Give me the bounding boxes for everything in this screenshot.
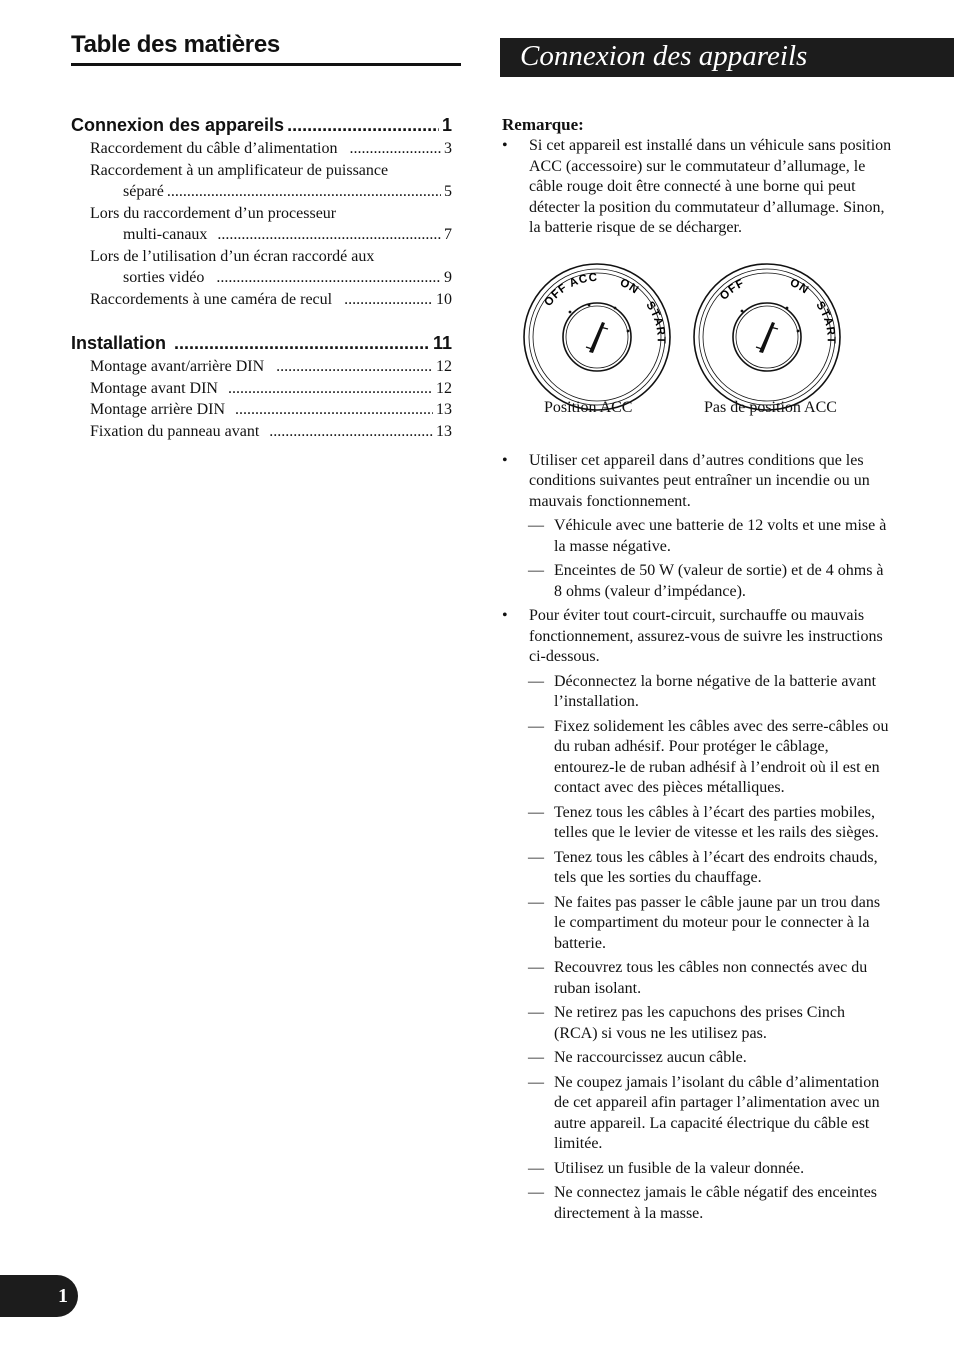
toc-leader-dots	[344, 289, 433, 311]
toc-section-installation[interactable]	[71, 330, 452, 356]
dash-mark: —	[528, 562, 544, 579]
toc-entry-page: 10	[436, 290, 452, 308]
toc-entry-page: 5	[444, 183, 452, 200]
ignition-switch-acc	[524, 264, 670, 410]
toc-entry-page: 12	[436, 379, 452, 397]
dash-mark: —	[528, 893, 544, 911]
dash-item	[502, 1159, 892, 1180]
dash-item	[502, 672, 892, 713]
section-banner: Connexion des appareils	[500, 38, 954, 77]
toc-entry-title: Montage avant DIN	[90, 379, 218, 397]
bullet-mark: •	[502, 451, 508, 469]
dash-mark: —	[528, 1073, 544, 1091]
label-off: OFF	[542, 281, 570, 309]
svg-text:OFF	[718, 277, 747, 302]
toc-entry[interactable]	[71, 378, 452, 400]
toc-entry-title: Lors du raccordement d’un processeur	[90, 204, 337, 222]
dash-mark: —	[528, 672, 544, 690]
toc-entry-title: Raccordements à une caméra de recul	[90, 290, 333, 308]
bullet-text: Utiliser cet appareil dans d’autres conditions que les conditions suivantes peut entraîner un incendie ou un mauvais fonctionnement.	[529, 451, 870, 510]
toc-leader-dots	[167, 181, 441, 203]
toc-entry-title-cont: séparé	[123, 183, 164, 200]
label-start: START	[813, 299, 837, 345]
dash-mark: —	[528, 1049, 544, 1066]
dash-text: Tenez tous les câbles à l’écart des endroits chauds, tels que les sorties du chauffage.	[554, 848, 878, 886]
toc-section-title: Installation	[71, 333, 167, 353]
toc-heading: Table des matières	[71, 30, 461, 66]
toc-section-page: 11	[432, 333, 452, 353]
toc-entry-title-cont: sorties vidéo	[123, 269, 205, 286]
label-on: ON	[617, 276, 642, 297]
dash-text: Véhicule avec une batterie de 12 volts et une mise à la masse négative.	[554, 517, 887, 555]
dash-item	[502, 516, 892, 557]
toc-entry-page: 9	[444, 269, 452, 286]
svg-text:ONSTART	[618, 276, 667, 344]
ignition-switch-figure	[502, 239, 892, 451]
bullet-item	[502, 136, 892, 239]
dash-mark: —	[528, 717, 544, 735]
dash-text: Tenez tous les câbles à l’écart des parties mobiles, telles que le levier de vitesse et les rails des sièges.	[554, 803, 879, 841]
dash-text: Utilisez un fusible de la valeur donnée.	[554, 1159, 805, 1177]
remark-title: Remarque:	[502, 115, 584, 134]
toc-entry-page: 13	[436, 401, 452, 418]
label-on: ON	[787, 276, 812, 297]
dash-text: Ne retirez pas les capuchons des prises Cinch (RCA) si vous ne les utilisez pas.	[554, 1004, 846, 1042]
toc-section-title: Connexion des appareils	[71, 115, 285, 135]
dash-text: Ne coupez jamais l’isolant du câble d’alimentation de cet appareil afin partager l’alimentation avec un autre appareil. La capacité électrique du câble est limitée.	[554, 1073, 880, 1152]
dash-text: Enceintes de 50 W (valeur de sortie) et de 4 ohms à 8 ohms (valeur d’impédance).	[554, 562, 884, 600]
dash-mark: —	[528, 1004, 544, 1021]
toc-leader-dots	[287, 112, 439, 138]
bullet-item	[502, 606, 892, 668]
label-acc: ACC	[567, 271, 599, 290]
dash-text: Recouvrez tous les câbles non connectés avec du ruban isolant.	[554, 959, 868, 997]
toc-entry-title: Lors de l’utilisation d’un écran raccordé aux	[90, 247, 375, 265]
toc-entry-title: Montage arrière DIN	[90, 401, 226, 418]
toc-leader-dots	[174, 330, 430, 356]
label-off: OFF	[717, 276, 747, 303]
svg-text:ONSTART	[788, 276, 837, 344]
toc-entry-title: Montage avant/arrière DIN	[90, 358, 265, 375]
table-of-contents	[71, 112, 452, 442]
dash-item	[502, 1003, 892, 1044]
dash-text: Fixez solidement les câbles avec des serre-câbles ou du ruban adhésif. Pour protéger le câblage, entourez-le de ruban adhésif à l’endroit où il est en contact avec des pièces métalliques.	[554, 717, 889, 796]
toc-entry-title-cont: multi-canaux	[123, 226, 208, 243]
ignition-switch-diagrams	[502, 239, 892, 451]
toc-entry-page: 3	[444, 140, 452, 157]
toc-entry-title: Fixation du panneau avant	[90, 422, 260, 440]
dash-mark: —	[528, 1184, 544, 1201]
dash-mark: —	[528, 959, 544, 976]
dash-text: Ne faites pas passer le câble jaune par un trou dans le compartiment du moteur pour le connecter à la batterie.	[554, 893, 881, 952]
label-start: START	[643, 299, 667, 345]
toc-leader-dots	[228, 378, 433, 400]
toc-section-page: 1	[441, 115, 452, 135]
toc-entry[interactable]	[71, 356, 452, 378]
toc-section-connexion[interactable]	[71, 112, 452, 138]
toc-entry-page: 13	[436, 422, 452, 440]
caption-no-acc: Pas de position ACC	[704, 398, 837, 416]
toc-entry-page: 12	[436, 358, 452, 375]
dash-item	[502, 893, 892, 955]
dash-item	[502, 958, 892, 999]
toc-entry-page: 7	[444, 226, 452, 243]
ignition-switch-no-acc	[694, 264, 840, 410]
toc-entry[interactable]	[71, 138, 452, 160]
bullet-item	[502, 451, 892, 513]
dash-mark: —	[528, 848, 544, 866]
toc-entry[interactable]	[71, 246, 452, 289]
caption-acc: Position ACC	[544, 398, 633, 416]
toc-entry[interactable]	[71, 203, 452, 246]
toc-entry[interactable]	[71, 289, 452, 311]
dash-item	[502, 1048, 892, 1069]
toc-entry[interactable]	[71, 399, 452, 421]
dash-item	[502, 717, 892, 799]
bullet-mark: •	[502, 607, 508, 624]
dash-mark: —	[528, 517, 544, 534]
toc-entry[interactable]	[71, 421, 452, 443]
dash-item	[502, 1183, 892, 1224]
toc-leader-dots	[216, 267, 441, 289]
dash-text: Ne raccourcissez aucun câble.	[554, 1049, 747, 1066]
dash-item	[502, 1073, 892, 1155]
dash-item	[502, 803, 892, 844]
dash-item	[502, 848, 892, 889]
dash-text: Ne connectez jamais le câble négatif des enceintes directement à la masse.	[554, 1184, 877, 1222]
remark-column	[502, 114, 892, 1224]
toc-leader-dots	[269, 421, 433, 443]
dash-text: Déconnectez la borne négative de la batterie avant l’installation.	[554, 672, 877, 710]
dash-mark: —	[528, 1159, 544, 1177]
toc-leader-dots	[235, 399, 433, 421]
toc-leader-dots	[349, 138, 441, 160]
bullet-mark: •	[502, 137, 508, 154]
bullet-text: Pour éviter tout court-circuit, surchauffe ou mauvais fonctionnement, assurez-vous de suivre les instructions ci-dessous.	[529, 607, 883, 665]
toc-entry-title: Raccordement du câble d’alimentation	[90, 140, 338, 157]
toc-leader-dots	[217, 224, 441, 246]
toc-entry[interactable]	[71, 160, 452, 203]
toc-leader-dots	[276, 356, 433, 378]
dash-item	[502, 561, 892, 602]
bullet-text: Si cet appareil est installé dans un véhicule sans position ACC (accessoire) sur le commutateur d’allumage, le câble rouge doit être connecté à une borne qui peut détecter la position du commutateur d’allumage. Sinon, la batterie risque de se décharger.	[529, 137, 892, 236]
toc-entry-title: Raccordement à un amplificateur de puissance	[90, 161, 389, 179]
dash-mark: —	[528, 803, 544, 821]
page-number-tab: 1	[0, 1275, 78, 1317]
